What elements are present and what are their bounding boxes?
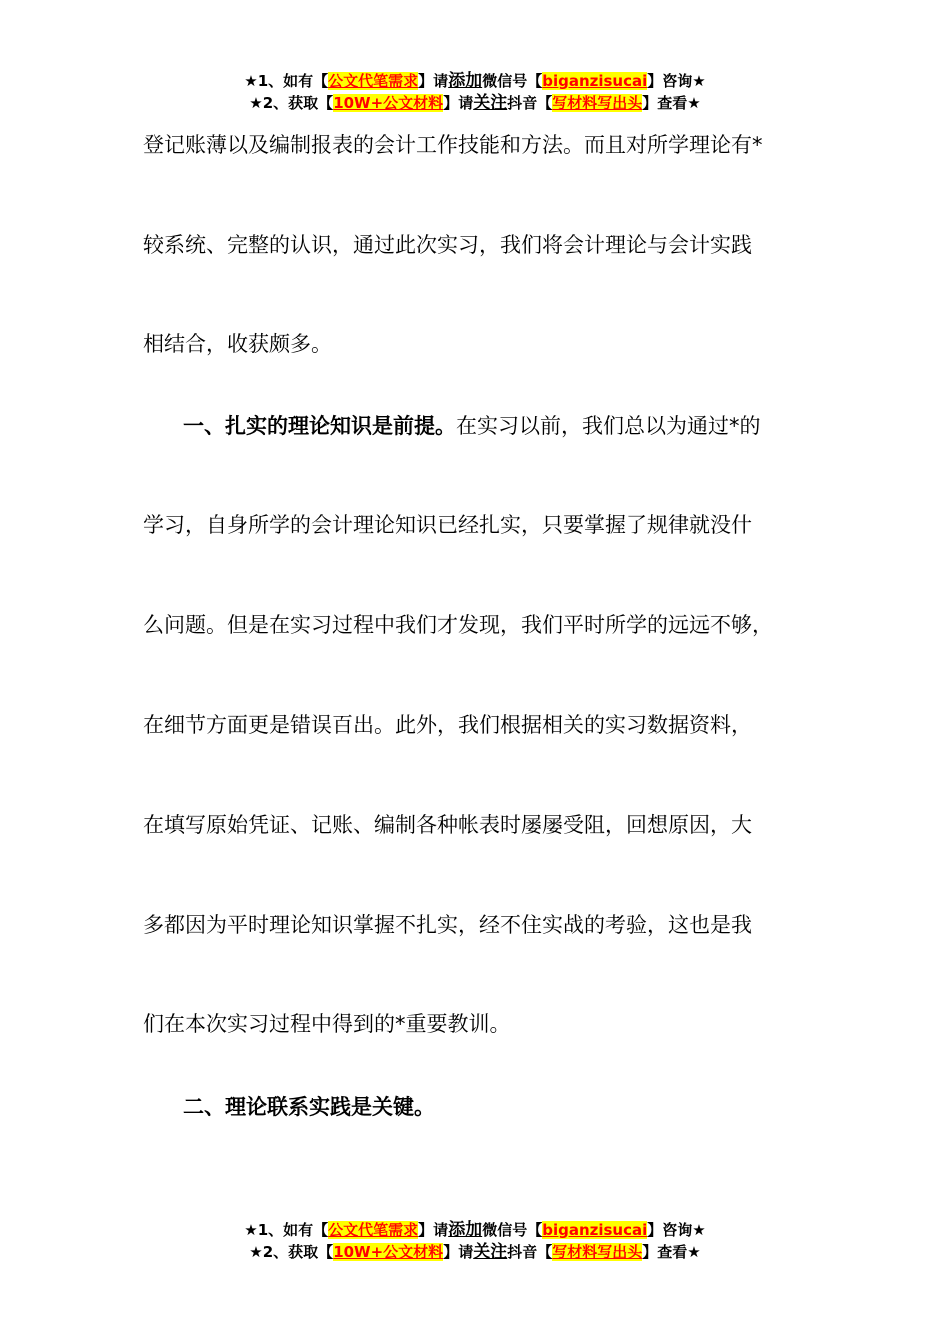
bottom-promo-banner <box>0 1219 950 1263</box>
promo-line-1 <box>0 70 950 92</box>
paragraph-line: 们在本次实习过程中得到的*重要教训。 <box>143 1012 511 1036</box>
promo-text: 】请 <box>443 1243 474 1261</box>
promo-text: 】咨询★ <box>647 1221 706 1239</box>
top-promo-banner <box>0 70 950 114</box>
paragraph-line: 么问题。但是在实习过程中我们才发现，我们平时所学的远远不够， <box>143 613 773 637</box>
highlight-text: 写材料写出头 <box>552 94 643 112</box>
promo-text: 抖音【 <box>507 1243 553 1261</box>
highlight-text: biganzisucai <box>542 1221 648 1239</box>
highlight-text: 10W+公文材料 <box>333 1243 444 1261</box>
paragraph-line: 较系统、完整的认识，通过此次实习，我们将会计理论与会计实践 <box>143 233 752 257</box>
promo-line-1 <box>0 1219 950 1241</box>
promo-line-2 <box>0 1241 950 1263</box>
promo-text: ★2、获取【 <box>249 94 334 112</box>
promo-text: 】请 <box>418 1221 449 1239</box>
promo-text: ★1、如有【 <box>244 72 329 90</box>
paragraph-text: 在实习以前，我们总以为通过*的 <box>456 414 761 438</box>
section-heading: 一、扎实的理论知识是前提。 <box>183 414 456 438</box>
promo-text: 】查看★ <box>642 1243 701 1261</box>
emphasis-text: 添加 <box>448 1220 483 1240</box>
promo-text: 】查看★ <box>642 94 701 112</box>
paragraph-line: 登记账薄以及编制报表的会计工作技能和方法。而且对所学理论有* <box>143 133 763 157</box>
promo-text: 微信号【 <box>482 72 543 90</box>
highlight-text: biganzisucai <box>542 72 648 90</box>
paragraph-line: 多都因为平时理论知识掌握不扎实，经不住实战的考验，这也是我 <box>143 913 752 937</box>
promo-text: ★1、如有【 <box>244 1221 329 1239</box>
promo-text: 】请 <box>443 94 474 112</box>
emphasis-text: 关注 <box>473 93 508 113</box>
paragraph-line: 学习，自身所学的会计理论知识已经扎实，只要掌握了规律就没什 <box>143 513 752 537</box>
highlight-text: 写材料写出头 <box>552 1243 643 1261</box>
highlight-text: 公文代笔需求 <box>328 1221 419 1239</box>
highlight-text: 10W+公文材料 <box>333 94 444 112</box>
highlight-text: 公文代笔需求 <box>328 72 419 90</box>
emphasis-text: 添加 <box>448 71 483 91</box>
paragraph-line: 在填写原始凭证、记账、编制各种帐表时屡屡受阻，回想原因，大 <box>143 813 752 837</box>
promo-text: ★2、获取【 <box>249 1243 334 1261</box>
promo-text: 抖音【 <box>507 94 553 112</box>
section-heading: 二、理论联系实践是关键。 <box>183 1095 435 1119</box>
promo-text: 】请 <box>418 72 449 90</box>
promo-line-2 <box>0 92 950 114</box>
promo-text: 微信号【 <box>482 1221 543 1239</box>
promo-text: 】咨询★ <box>647 72 706 90</box>
emphasis-text: 关注 <box>473 1242 508 1262</box>
section-1-line <box>183 411 863 441</box>
paragraph-line: 在细节方面更是错误百出。此外，我们根据相关的实习数据资料， <box>143 713 752 737</box>
paragraph-line: 相结合，收获颇多。 <box>143 332 332 356</box>
